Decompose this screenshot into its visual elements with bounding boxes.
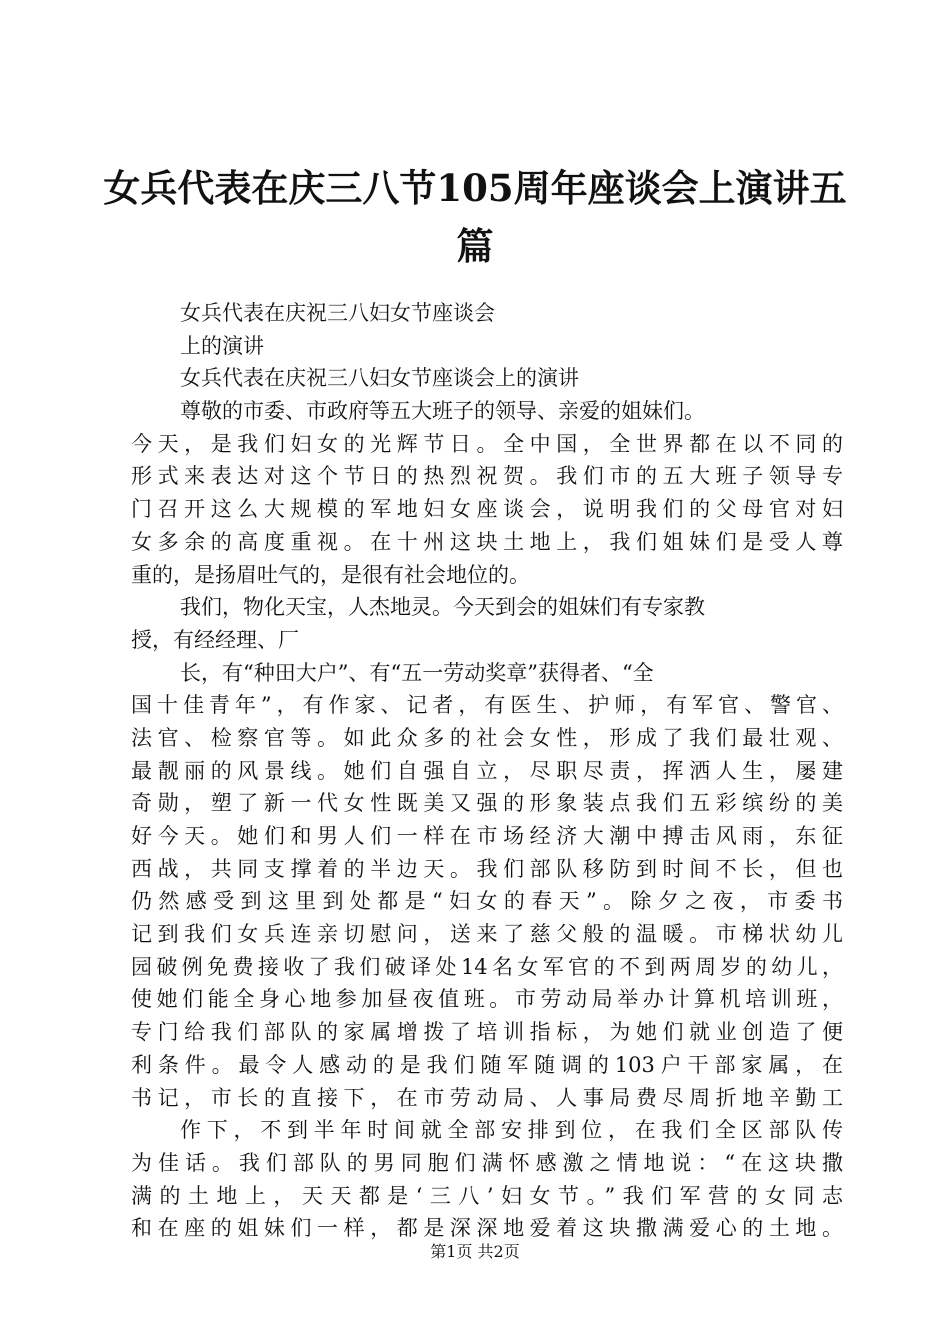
- body-line: 作下，不到半年时间就全部安排到位，在我们全区部队传: [180, 1118, 843, 1143]
- body-line: 授，有经经理、厂: [131, 627, 299, 652]
- body-line: 和在座的姐妹们一样，都是深深地爱着这块撒满爱心的土地。: [131, 1216, 843, 1241]
- body-line: 法官、检察官等。如此众多的社会女性，形成了我们最壮观、: [131, 725, 843, 750]
- body-line: 国十佳青年”，有作家、记者，有医生、护师，有军官、警官、: [131, 693, 843, 718]
- body-line: 最靓丽的风景线。她们自强自立，尽职尽责，挥洒人生，屡建: [131, 758, 843, 783]
- body-line: 形式来表达对这个节日的热烈祝贺。我们市的五大班子领导专: [131, 464, 843, 489]
- body-line: 奇勋，塑了新一代女性既美又强的形象装点我们五彩缤纷的美: [131, 791, 843, 816]
- body-line: 重的，是扬眉吐气的，是很有社会地位的。: [131, 562, 530, 587]
- body-line: 满的土地上，天天都是‘三八’妇女节。”我们军营的女同志: [131, 1183, 843, 1208]
- body-line: 门召开这么大规模的军地妇女座谈会，说明我们的父母官对妇: [131, 497, 843, 522]
- body-line: 女兵代表在庆祝三八妇女节座谈会: [180, 301, 495, 325]
- body-line: 仍然感受到这里到处都是“妇女的春天”。除夕之夜，市委书: [131, 889, 843, 914]
- body-line: 使她们能全身心地参加昼夜值班。市劳动局举办计算机培训班，: [131, 987, 843, 1012]
- body-line: 长，有“种田大户”、有“五一劳动奖章”获得者、“全: [180, 660, 654, 685]
- document-title-line-1: 女兵代表在庆三八节105周年座谈会上演讲五: [103, 166, 847, 210]
- body-line: 今天，是我们妇女的光辉节日。全中国，全世界都在以不同的: [131, 431, 843, 456]
- body-line: 西战，共同支撑着的半边天。我们部队移防到时间不长，但也: [131, 856, 843, 881]
- body-line: 好今天。她们和男人们一样在市场经济大潮中搏击风雨，东征: [131, 824, 843, 848]
- document-body: [131, 297, 843, 1245]
- body-line: 为佳话。我们部队的男同胞们满怀感激之情地说：“在这块撒: [131, 1150, 843, 1175]
- body-line: 我们，物化天宝，人杰地灵。今天到会的姐妹们有专家教: [180, 595, 705, 620]
- body-line: 尊敬的市委、市政府等五大班子的领导、亲爱的姐妹们。: [180, 399, 705, 424]
- body-line: 利条件。最令人感动的是我们随军随调的103户干部家属，在: [131, 1052, 843, 1077]
- body-line: 上的演讲: [180, 333, 264, 358]
- page-number: 第1页 共2页: [430, 1242, 520, 1261]
- body-line: 记到我们女兵连亲切慰问，送来了慈父般的温暖。市梯状幼儿: [131, 922, 843, 947]
- document-title-line-2: 篇: [456, 224, 494, 268]
- body-line: 女兵代表在庆祝三八妇女节座谈会上的演讲: [180, 366, 579, 391]
- body-line: 园破例免费接收了我们破译处14名女军官的不到两周岁的幼儿，: [131, 954, 843, 979]
- body-line: 女多余的高度重视。在十州这块土地上，我们姐妹们是受人尊: [131, 529, 843, 554]
- body-line: 书记，市长的直接下，在市劳动局、人事局费尽周折地辛勤工: [131, 1085, 843, 1110]
- body-line: 专门给我们部队的家属增拨了培训指标，为她们就业创造了便: [131, 1020, 843, 1045]
